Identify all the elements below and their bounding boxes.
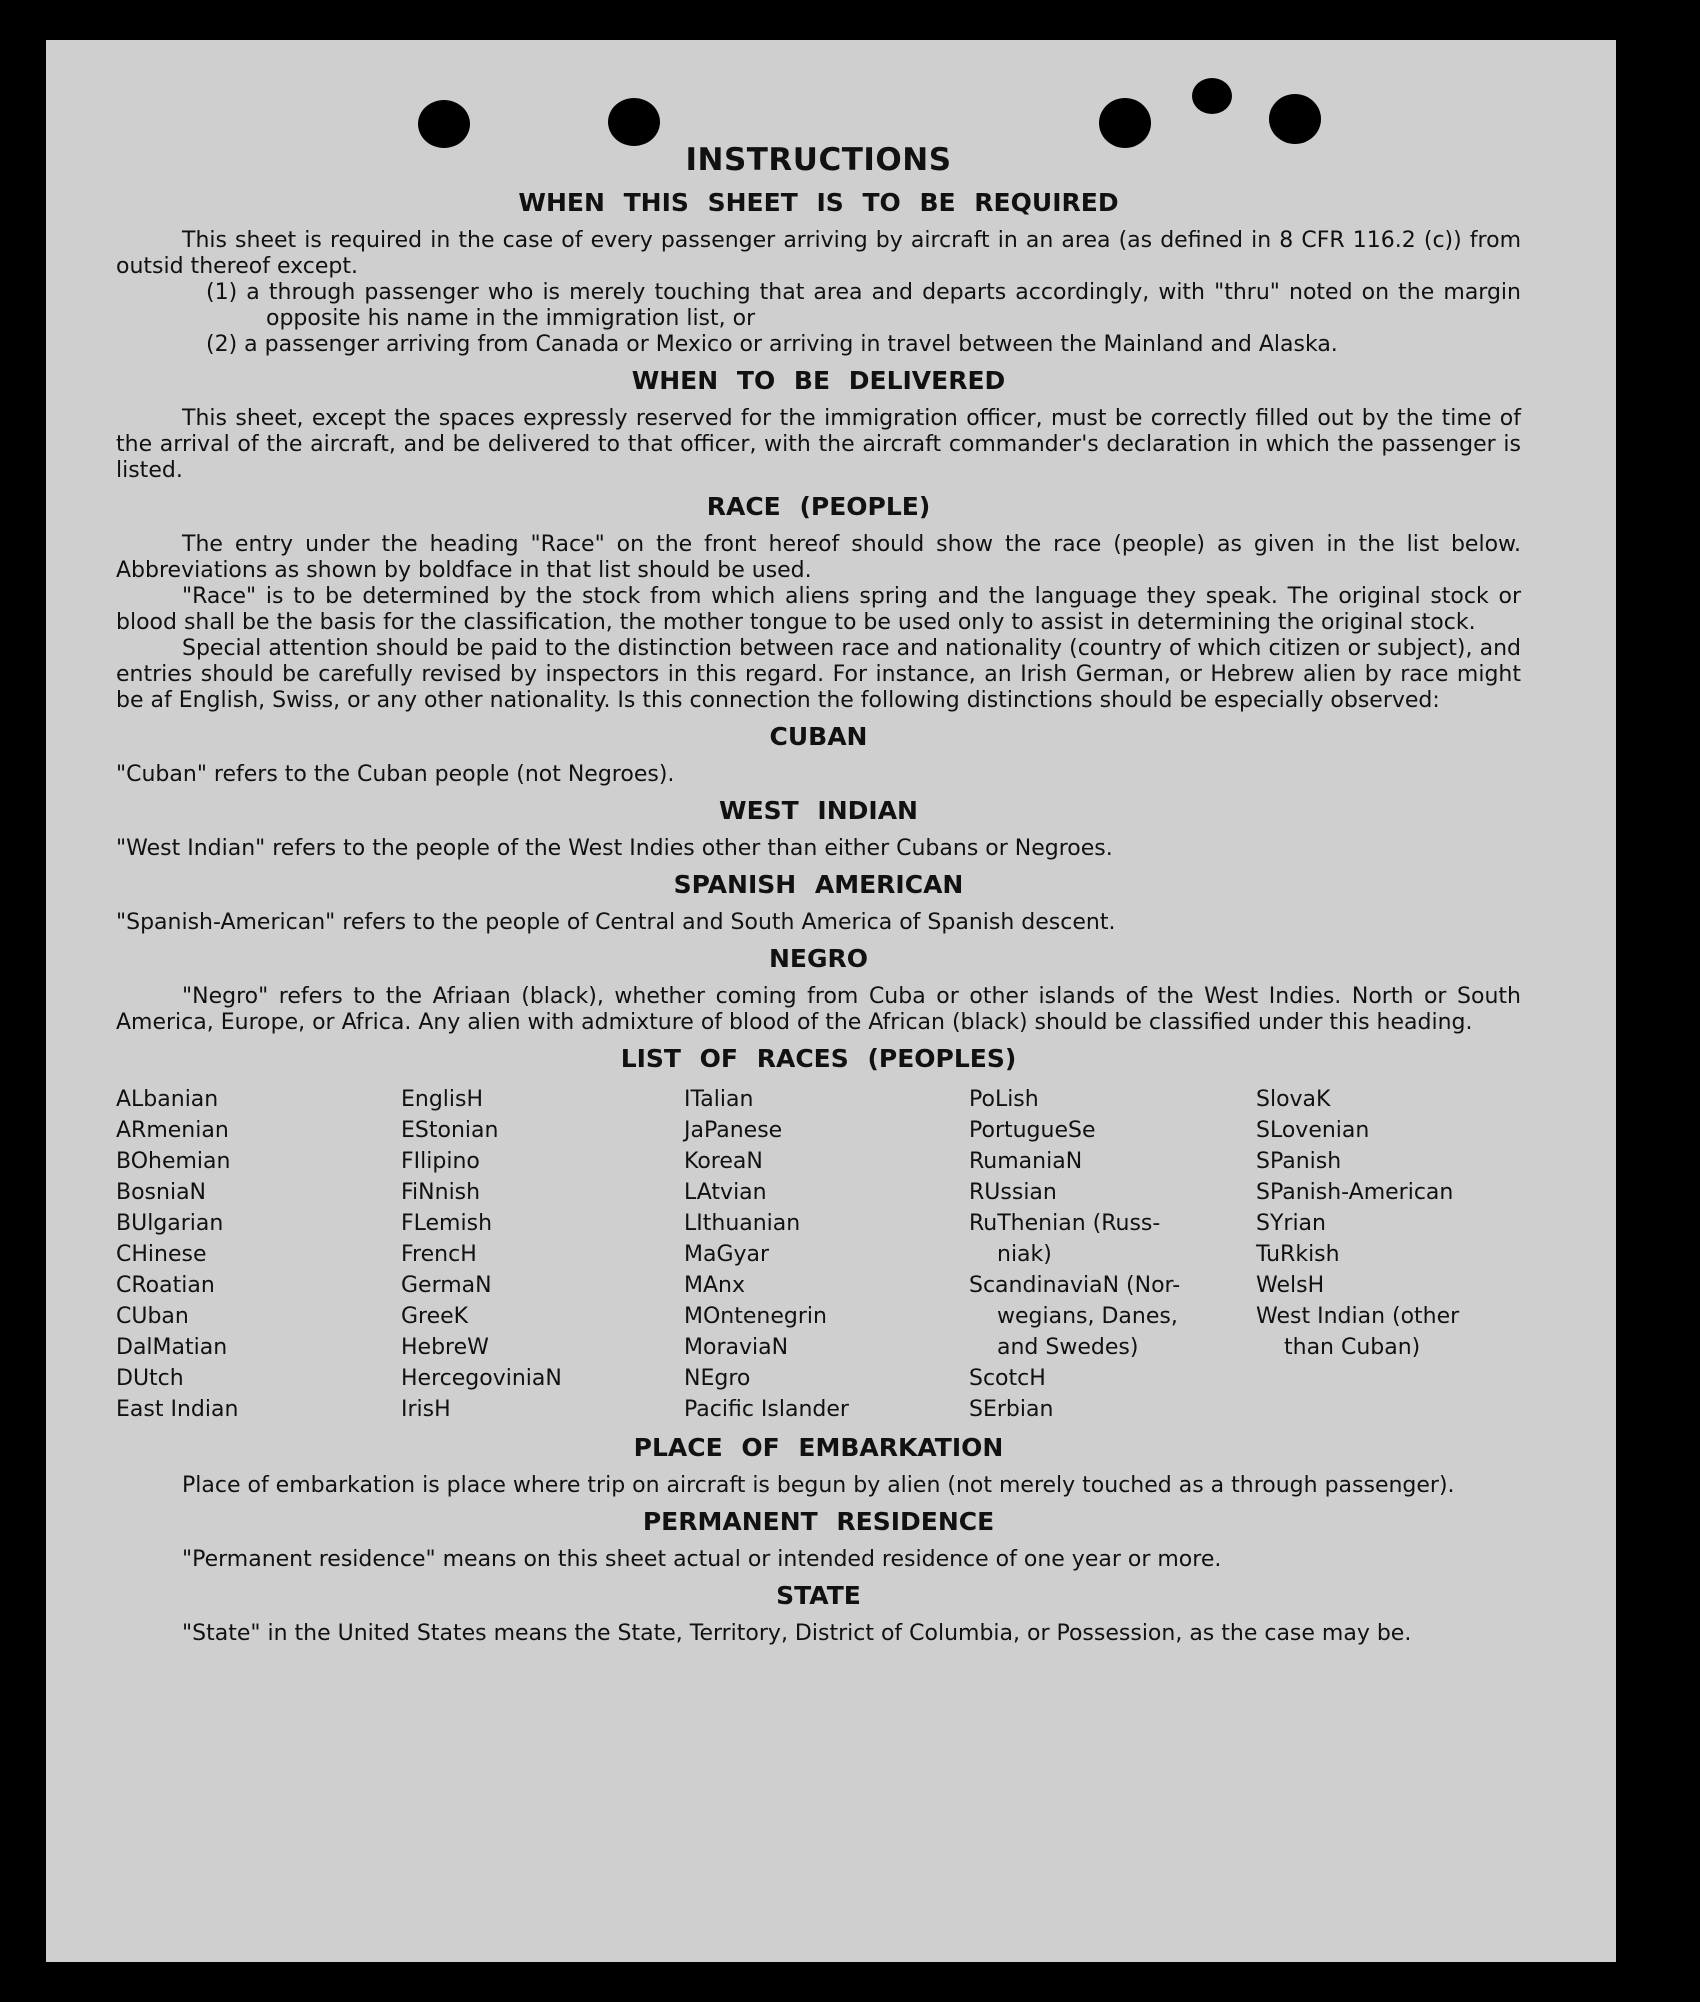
race-entry: PortugueSe (969, 1118, 1096, 1143)
race-entry: SlovaK (1256, 1087, 1331, 1112)
instructions-body (116, 140, 1521, 1647)
section-heading-required: WHEN THIS SHEET IS TO BE REQUIRED (518, 188, 1119, 217)
race-entry: West Indian (other (1256, 1304, 1460, 1329)
race-paragraph-1: The entry under the heading "Race" on the front hereof should show the race (people) as given in the list below. Abbreviations as shown by boldface in that list should be used. (116, 532, 1521, 583)
west-indian-text: "West Indian" refers to the people of the West Indies other than either Cubans or Negroes. (116, 836, 1113, 861)
race-entry: BosniaN (116, 1180, 207, 1205)
race-entry: Pacific Islander (684, 1397, 849, 1422)
race-entry: SErbian (969, 1397, 1054, 1422)
race-entry: ARmenian (116, 1118, 229, 1143)
required-item-2: (2) a passenger arriving from Canada or Mexico or arriving in travel between the Mainland and Alaska. (206, 332, 1338, 357)
races-column-2 (401, 1084, 684, 1425)
race-entry: FIlipino (401, 1149, 480, 1174)
required-item-1: (1) a through passenger who is merely touching that area and departs accordingly, with "thru" noted on the margin opposite his name in the immigration list, or (206, 280, 1521, 331)
race-entry: SPanish-American (1256, 1180, 1454, 1205)
section-heading-race: RACE (PEOPLE) (706, 492, 931, 521)
race-entry: GermaN (401, 1273, 492, 1298)
spanish-american-text: "Spanish-American" refers to the people of Central and South America of Spanish descent. (116, 910, 1116, 935)
race-entry: BUlgarian (116, 1211, 224, 1236)
section-heading-residence: PERMANENT RESIDENCE (642, 1507, 995, 1536)
race-entry-continued: wegians, Danes, (997, 1304, 1178, 1329)
document-page (46, 40, 1616, 1962)
race-entry: GreeK (401, 1304, 469, 1329)
required-intro: This sheet is required in the case of every passenger arriving by aircraft in an area (as defined in 8 CFR 116.2 (c)) from outsid thereof except. (116, 228, 1521, 279)
race-entry: ALbanian (116, 1087, 219, 1112)
race-entry: JaPanese (684, 1118, 783, 1143)
race-entry: KoreaN (684, 1149, 763, 1174)
race-entry: IrisH (401, 1397, 451, 1422)
race-entry: FLemish (401, 1211, 493, 1236)
race-entry-continued: and Swedes) (997, 1335, 1139, 1360)
section-heading-delivered: WHEN TO BE DELIVERED (631, 366, 1006, 395)
race-entry: EnglisH (401, 1087, 484, 1112)
race-entry: LAtvian (684, 1180, 767, 1205)
punch-hole (1192, 78, 1232, 114)
punch-hole (608, 98, 660, 146)
section-heading-embarkation: PLACE OF EMBARKATION (633, 1433, 1004, 1462)
race-entry: NEgro (684, 1366, 751, 1391)
negro-text: "Negro" refers to the Afriaan (black), whether coming from Cuba or other islands of the West Indies. North or South America, Europe, or Africa. Any alien with admixture of blood of the African (black) should be classified under this heading. (116, 984, 1521, 1035)
embarkation-text: Place of embarkation is place where trip on aircraft is begun by alien (not merely touched as a through passenger). (182, 1473, 1455, 1498)
race-entry: RuThenian (Russ- (969, 1211, 1161, 1236)
races-column-5 (1256, 1084, 1521, 1425)
race-entry: HebreW (401, 1335, 489, 1360)
state-text: "State" in the United States means the State, Territory, District of Columbia, or Possession, as the case may be. (182, 1621, 1412, 1646)
race-entry: East Indian (116, 1397, 239, 1422)
race-entry: EStonian (401, 1118, 499, 1143)
race-entry: RUssian (969, 1180, 1057, 1205)
race-entry: DalMatian (116, 1335, 228, 1360)
race-entry: ScandinaviaN (Nor- (969, 1273, 1181, 1298)
race-paragraph-3: Special attention should be paid to the distinction between race and nationality (country of which citizen or subject), and entries should be carefully revised by inspectors in this regard. For instance, an Irish German, or Hebrew alien by race might be af English, Swiss, or any other nationality. Is this connection the following distinctions should be especially observed: (116, 636, 1521, 713)
race-entry: FiNnish (401, 1180, 481, 1205)
delivered-text: This sheet, except the spaces expressly reserved for the immigration officer, must be correctly filled out by the time of the arrival of the aircraft, and be delivered to that officer, with the aircraft commander's declaration in which the passenger is listed. (116, 406, 1521, 483)
race-entry: BOhemian (116, 1149, 231, 1174)
race-entry: SYrian (1256, 1211, 1326, 1236)
races-list (116, 1084, 1521, 1425)
race-entry: SPanish (1256, 1149, 1342, 1174)
section-heading-west-indian: WEST INDIAN (719, 796, 918, 825)
section-heading-negro: NEGRO (768, 944, 869, 973)
race-entry: ScotcH (969, 1366, 1046, 1391)
residence-text: "Permanent residence" means on this sheet actual or intended residence of one year or more. (182, 1547, 1222, 1572)
cuban-text: "Cuban" refers to the Cuban people (not Negroes). (116, 762, 675, 787)
race-paragraph-2: "Race" is to be determined by the stock from which aliens spring and the language they speak. The original stock or blood shall be the basis for the classification, the mother tongue to be used only to assist in determining the original stock. (116, 584, 1521, 635)
section-heading-list-of-races: LIST OF RACES (PEOPLES) (620, 1044, 1017, 1073)
race-entry: MoraviaN (684, 1335, 789, 1360)
races-column-1 (116, 1084, 401, 1425)
race-entry: RumaniaN (969, 1149, 1083, 1174)
race-entry-continued: niak) (997, 1242, 1052, 1267)
race-entry: TuRkish (1256, 1242, 1340, 1267)
race-entry: DUtch (116, 1366, 184, 1391)
section-heading-spanish-american: SPANISH AMERICAN (673, 870, 964, 899)
race-entry: CHinese (116, 1242, 207, 1267)
race-entry: MAnx (684, 1273, 745, 1298)
race-entry: CRoatian (116, 1273, 215, 1298)
race-entry: PoLish (969, 1087, 1039, 1112)
races-column-4 (969, 1084, 1256, 1425)
race-entry: WelsH (1256, 1273, 1325, 1298)
races-column-3 (684, 1084, 969, 1425)
race-entry: ITalian (684, 1087, 754, 1112)
race-entry: LIthuanian (684, 1211, 801, 1236)
section-heading-state: STATE (776, 1581, 861, 1610)
race-entry: HercegoviniaN (401, 1366, 562, 1391)
race-entry-continued: than Cuban) (1284, 1335, 1421, 1360)
race-entry: FrencH (401, 1242, 477, 1267)
page-title: INSTRUCTIONS (685, 142, 952, 178)
race-entry: SLovenian (1256, 1118, 1370, 1143)
section-heading-cuban: CUBAN (769, 722, 868, 751)
race-entry: MaGyar (684, 1242, 770, 1267)
race-entry: CUban (116, 1304, 189, 1329)
punch-hole (1269, 94, 1321, 144)
race-entry: MOntenegrin (684, 1304, 827, 1329)
